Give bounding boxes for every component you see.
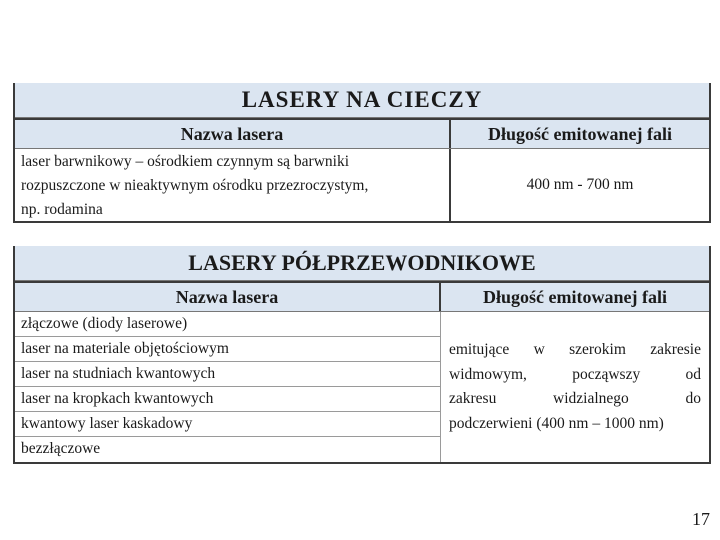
table1-title: LASERY NA CIECZY bbox=[15, 83, 709, 118]
table2-row: laser na materiale objętościowym bbox=[15, 337, 440, 362]
table1-name-line: rozpuszczone w nieaktywnym ośrodku przezroczystym, bbox=[21, 177, 369, 194]
table1-name-cell bbox=[15, 149, 451, 221]
table2-name-column bbox=[15, 312, 441, 462]
table2-row: kwantowy laser kaskadowy bbox=[15, 412, 440, 437]
table2-col-name-header: Nazwa lasera bbox=[15, 283, 441, 311]
table2-title: LASERY PÓŁPRZEWODNIKOWE bbox=[15, 246, 709, 281]
table1-name-line: laser barwnikowy – ośrodkiem czynnym są barwniki bbox=[21, 153, 350, 170]
table-lasery-polprzewodnikowe bbox=[13, 246, 711, 464]
table2-wavelength-line: zakresu widzialnego do bbox=[449, 390, 701, 407]
table2-row: złączowe (diody laserowe) bbox=[15, 312, 440, 337]
page-number: 17 bbox=[692, 509, 710, 529]
table2-wavelength-line: widmowym, począwszy od bbox=[449, 365, 701, 383]
table2-row: laser na kropkach kwantowych bbox=[15, 387, 440, 412]
table2-body bbox=[15, 312, 709, 464]
table1-wavelength-cell: 400 nm - 700 nm bbox=[526, 176, 634, 193]
table2-row: bezzłączowe bbox=[21, 440, 101, 457]
table2-wavelength-cell bbox=[441, 312, 709, 462]
table-lasery-na-cieczy bbox=[13, 83, 711, 223]
table1-body bbox=[15, 149, 709, 223]
table2-wavelength-line: emitujące w szerokim zakresie bbox=[449, 341, 701, 358]
table1-col-name-header: Nazwa lasera bbox=[15, 120, 451, 148]
table1-name-line: np. rodamina bbox=[21, 201, 103, 218]
table2-col-wavelength-header: Długość emitowanej fali bbox=[483, 287, 667, 307]
table1-col-wavelength-header: Długość emitowanej fali bbox=[488, 124, 672, 144]
table2-header-row bbox=[15, 281, 709, 312]
table2-row: laser na studniach kwantowych bbox=[15, 362, 440, 387]
table1-header-row bbox=[15, 118, 709, 149]
table2-wavelength-line: podczerwieni (400 nm – 1000 nm) bbox=[449, 414, 664, 432]
